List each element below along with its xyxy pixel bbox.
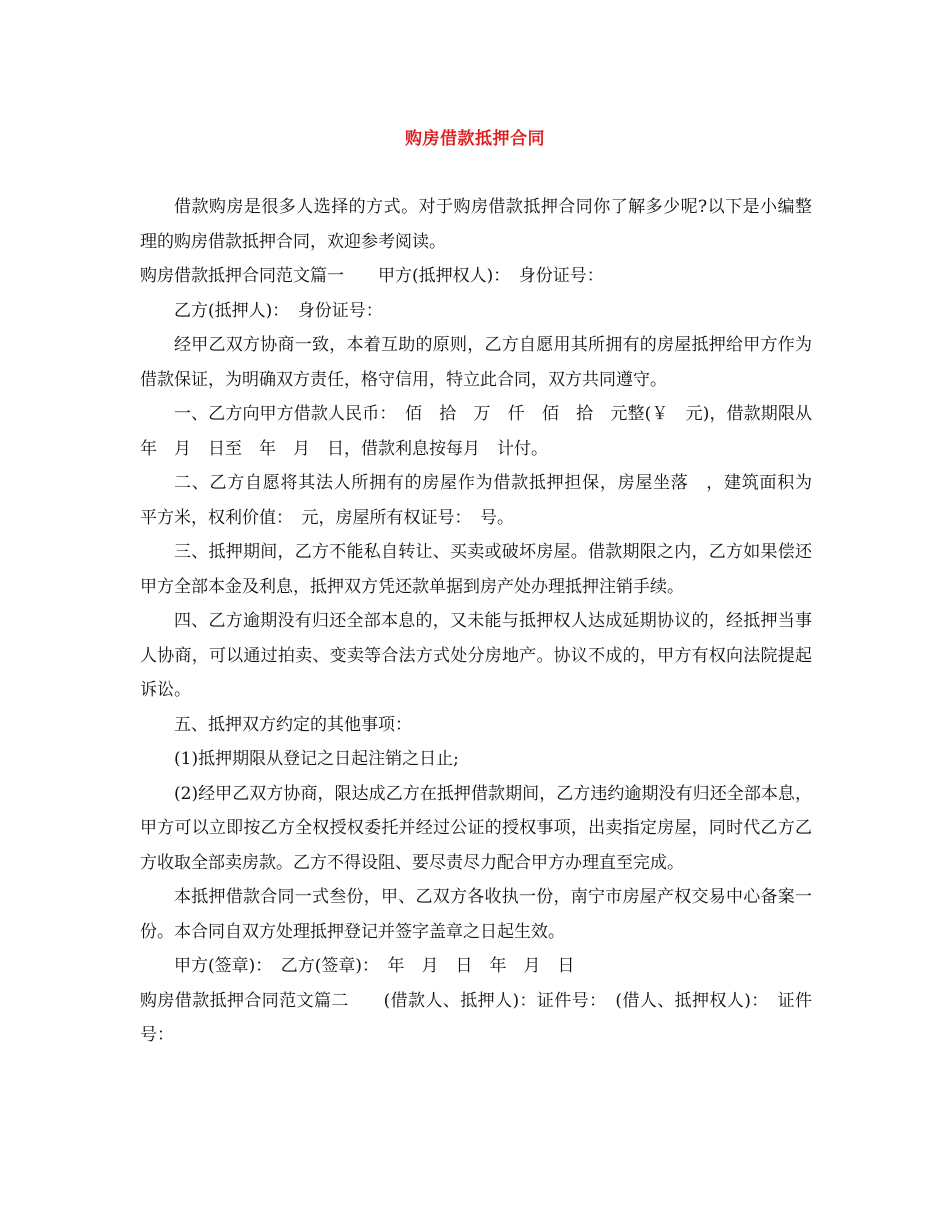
paragraph: 甲方(签章)： 乙方(签章)： 年 月 日 年 月 日 bbox=[174, 956, 575, 976]
paragraph: 本抵押借款合同一式叁份，甲、乙双方各收执一份，南宁市房屋产权交易中心备案一份。本合同自双方处理抵押登记并签字盖章之日起生效。 bbox=[140, 887, 812, 942]
paragraph: 一、乙方向甲方借款人民币： 佰 拾 万 仟 佰 拾 元整(￥ 元)，借款期限从 年 月 日至 年 月 日，借款利息按每月 计付。 bbox=[140, 404, 829, 459]
paragraph: 购房借款抵押合同范文篇二 (借款人、抵押人)：证件号： (借人、抵押权人)： 证件号： bbox=[140, 990, 812, 1045]
paragraph: 二、乙方自愿将其法人所拥有的房屋作为借款抵押担保，房屋坐落 ，建筑面积为 平方米，权利价值： 元，房屋所有权证号： 号。 bbox=[140, 473, 829, 528]
document-body bbox=[140, 190, 829, 1053]
paragraph: 借款购房是很多人选择的方式。对于购房借款抵押合同你了解多少呢?以下是小编整理的购房借款抵押合同，欢迎参考阅读。 bbox=[140, 197, 812, 252]
paragraph: (2)经甲乙双方协商，限达成乙方在抵押借款期间，乙方违约逾期没有归还全部本息，甲方可以立即按乙方全权授权委托并经过公证的授权事项，出卖指定房屋，同时代乙方乙方收取全部卖房款。乙方不得设阻、要尽责尽力配合甲方办理直至完成。 bbox=[140, 783, 812, 873]
paragraph: 五、抵押双方约定的其他事项： bbox=[174, 714, 412, 735]
paragraph: (1)抵押期限从登记之日起注销之日止; bbox=[174, 749, 459, 769]
document-title: 购房借款抵押合同 bbox=[405, 129, 545, 149]
paragraph: 三、抵押期间，乙方不能私自转让、买卖或破坏房屋。借款期限之内，乙方如果偿还甲方全部本金及利息，抵押双方凭还款单据到房产处办理抵押注销手续。 bbox=[140, 542, 812, 597]
paragraph: 经甲乙双方协商一致，本着互助的原则，乙方自愿用其所拥有的房屋抵押给甲方作为借款保证，为明确双方责任，格守信用，特立此合同，双方共同遵守。 bbox=[140, 335, 812, 390]
paragraph: 乙方(抵押人)： 身份证号： bbox=[174, 300, 383, 321]
paragraph: 四、乙方逾期没有归还全部本息的，又未能与抵押权人达成延期协议的，经抵押当事人协商，可以通过拍卖、变卖等合法方式处分房地产。协议不成的，甲方有权向法院提起诉讼。 bbox=[140, 611, 812, 700]
paragraph: 购房借款抵押合同范文篇一 甲方(抵押权人)： 身份证号： bbox=[140, 266, 604, 286]
